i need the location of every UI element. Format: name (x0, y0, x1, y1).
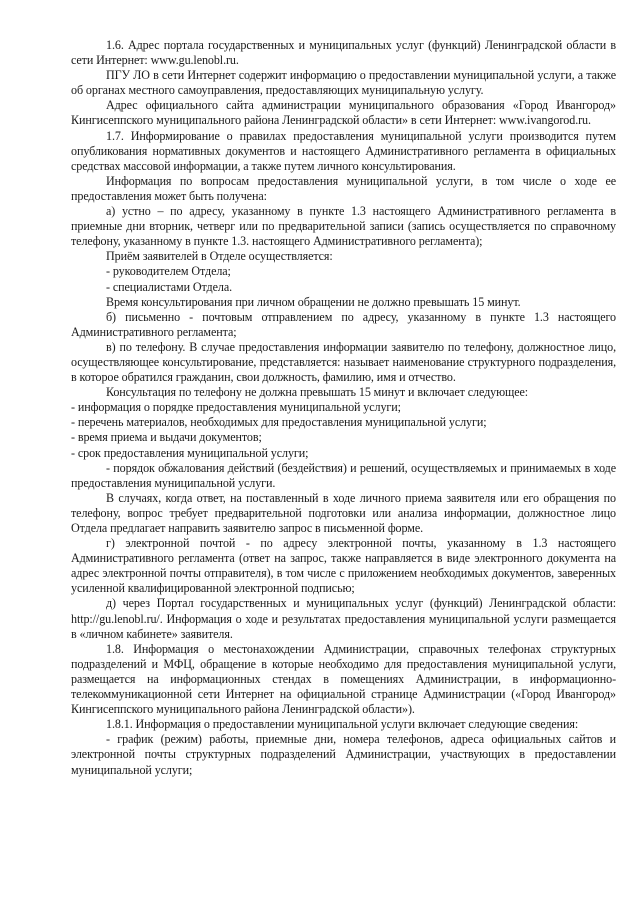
paragraph-1-7: 1.7. Информирование о правилах предоставления муниципальной услуги производится путем опубликования нормативных документов и настоящего Административного регламента в официальных средствах массовой информации, а также путем личного консультирования. (71, 128, 616, 173)
paragraph-info-obtain: Информация по вопросам предоставления муниципальной услуги, в том числе о ходе ее предоставления может быть получена: (71, 173, 616, 203)
list-item-head: - руководителем Отдела; (106, 264, 231, 279)
paragraph-a-oral: а) устно – по адресу, указанному в пункте 1.3 настоящего Административного регламента в приемные дни вторник, четверг или по предварительной записи (запись осуществляется по справочному телефону, указанному в пункте 1.3. настоящего Административного регламента); (71, 204, 616, 249)
list-item-term: - срок предоставления муниципальной услуги; (71, 445, 309, 460)
paragraph-phone-consult: Консультация по телефону не должна превышать 15 минут и включает следующее: (106, 385, 529, 400)
list-item-time: - время приема и выдачи документов; (71, 430, 262, 445)
paragraph-b-written: б) письменно - почтовым отправлением по адресу, указанному в пункте 1.3 настоящего Административного регламента; (71, 309, 616, 339)
list-item-procedure: - информация о порядке предоставления муниципальной услуги; (71, 400, 401, 415)
list-item-materials: - перечень материалов, необходимых для предоставления муниципальной услуги; (71, 415, 487, 430)
paragraph-consult-time: Время консультирования при личном обращении не должно превышать 15 минут. (106, 294, 521, 309)
paragraph-1-6: 1.6. Адрес портала государственных и муниципальных услуг (функций) Ленинградской области в сети Интернет: www.gu.lenobl.ru. (71, 38, 616, 68)
list-item-appeal: - порядок обжалования действий (бездействия) и решений, осуществляемых и принимаемых в ходе предоставления муниципальной услуги. (71, 460, 616, 490)
paragraph-written-request: В случаях, когда ответ, на поставленный в ходе личного приема заявителя или его обращения по телефону, вопрос требует предварительной подготовки или анализа информации, должностное лицо Отдела предлагает направить заявителю запрос в письменной форме. (71, 490, 616, 535)
paragraph-pgu-lo: ПГУ ЛО в сети Интернет содержит информацию о предоставлении муниципальной услуги, а также об органах местного самоуправления, предоставляющих муниципальную услугу. (71, 68, 616, 98)
document-page (71, 38, 616, 778)
list-item-specialists: - специалистами Отдела. (106, 279, 233, 294)
paragraph-g-email: г) электронной почтой - по адресу электронной почты, указанному в 1.3 настоящего Административного регламента (ответ на запрос, также направляется в виде электронного документа на адрес электронной почты отправителя), в том числе с приложением необходимых документов, заверенных усиленной квалифицированной электронной подписью; (71, 536, 616, 596)
paragraph-reception: Приём заявителей в Отделе осуществляется: (106, 249, 333, 264)
paragraph-d-portal: д) через Портал государственных и муниципальных услуг (функций) Ленинградской области: http://gu.lenobl.ru/. Информация о ходе и результатах предоставления муниципальной услуги размещается в «личном кабинете» заявителя. (71, 596, 616, 641)
paragraph-v-phone: в) по телефону. В случае предоставления информации заявителю по телефону, должностное лицо, осуществляющее консультирование, представляется: называет наименование структурного подразделения, в которое обратился гражданин, свои должность, фамилию, имя и отчество. (71, 339, 616, 385)
list-item-schedule: - график (режим) работы, приемные дни, номера телефонов, адреса официальных сайтов и электронной почты структурных подразделений Администрации, участвующих в предоставлении муниципальной услуги; (71, 732, 616, 777)
paragraph-1-8-1: 1.8.1. Информация о предоставлении муниципальной услуги включает следующие сведения: (106, 717, 579, 732)
paragraph-official-site: Адрес официального сайта администрации муниципального образования «Город Ивангород» Кингисеппского муниципального района Ленинградской области» в сети Интернет: www.ivangorod.ru. (71, 98, 616, 128)
paragraph-1-8: 1.8. Информация о местонахождении Администрации, справочных телефонах структурных подразделений и МФЦ, обращение в которые необходимо для предоставления муниципальной услуги, размещается на информационных стендах в помещениях Администрации, в информационно-телекоммуникационной сети Интернет на официальной странице Администрации («Город Ивангород» Кингисеппского муниципального района Ленинградской области»). (71, 641, 616, 717)
